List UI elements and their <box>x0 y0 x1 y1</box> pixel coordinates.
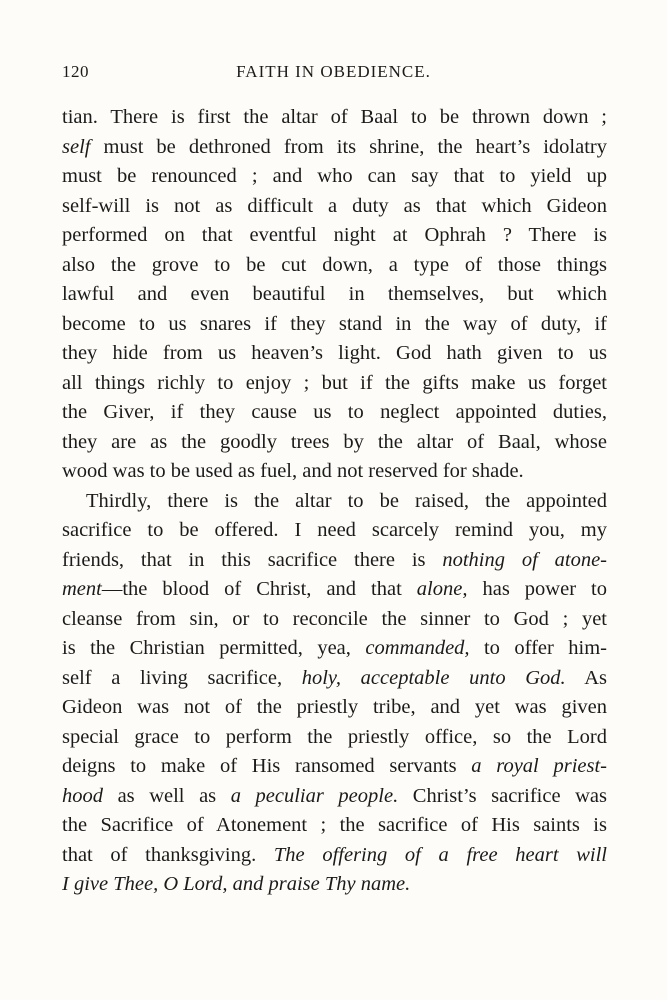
text-run: As <box>565 666 608 689</box>
text-run: tian. There is first the altar of Baal to be thrown down ; <box>62 106 607 128</box>
running-header <box>62 62 605 88</box>
text-run: to offer him- <box>469 637 607 659</box>
text-run: that of thanksgiving. <box>62 843 274 866</box>
text-run: the Giver, if they cause us to neglect appointed duties, <box>62 401 607 423</box>
text-run: they hide from us heaven’s light. God hath given to us <box>62 342 607 364</box>
text-line <box>62 752 607 782</box>
italic-text: a royal priest- <box>471 755 607 777</box>
italic-text: a peculiar people. <box>230 784 399 807</box>
italic-text: commanded, <box>365 637 470 659</box>
text-line <box>62 693 607 723</box>
text-line <box>62 369 607 399</box>
text-run: sacrifice to be offered. I need scarcely remind you, my <box>62 519 607 541</box>
italic-text: nothing of atone- <box>442 548 607 571</box>
page-number: 120 <box>62 62 89 81</box>
text-run: cleanse from sin, or to reconcile the sinner to God ; yet <box>62 607 607 630</box>
text-line <box>62 428 607 458</box>
text-line <box>62 251 607 281</box>
text-run: self-will is not as difficult a duty as that which Gideon <box>62 194 607 217</box>
text-run: Thirdly, there is the altar to be raised, the appointed <box>86 489 607 512</box>
text-run: —the blood of Christ, and that <box>101 578 417 600</box>
text-run: must be dethroned from its shrine, the heart’s idolatry <box>90 135 607 158</box>
body-text <box>62 103 607 900</box>
italic-text: alone, <box>416 578 468 600</box>
running-title: FAITH IN OBEDIENCE. <box>236 62 431 81</box>
italic-text: holy, acceptable unto God. <box>301 666 566 689</box>
text-line <box>62 487 607 517</box>
text-run: they are as the goodly trees by the altar of Baal, whose <box>62 430 607 453</box>
text-run: become to us snares if they stand in the way of duty, if <box>62 312 607 335</box>
text-line <box>62 516 607 546</box>
text-run: the Sacrifice of Atonement ; the sacrifice of His saints is <box>62 814 607 836</box>
text-run: also the grove to be cut down, a type of those things <box>62 253 607 276</box>
italic-text: I give Thee, O Lord, and praise Thy name. <box>62 873 411 895</box>
text-line <box>62 221 607 251</box>
text-run: as well as <box>103 784 231 807</box>
text-line <box>62 398 607 428</box>
text-line <box>62 723 607 753</box>
text-line <box>62 575 607 605</box>
text-run: deigns to make of His ransomed servants <box>62 755 472 777</box>
text-line <box>62 605 607 635</box>
text-run: friends, that in this sacrifice there is <box>62 548 443 571</box>
italic-text: self <box>62 135 91 158</box>
text-line <box>62 310 607 340</box>
text-line <box>62 634 607 664</box>
italic-text: ment <box>62 578 102 600</box>
text-run: wood was to be used as fuel, and not reserved for shade. <box>62 460 524 482</box>
text-line <box>62 870 607 900</box>
text-line <box>62 280 607 310</box>
text-run: special grace to perform the priestly office, so the Lord <box>62 725 607 748</box>
text-line <box>62 133 607 163</box>
text-line <box>62 162 607 192</box>
text-line <box>62 664 607 694</box>
text-run: all things richly to enjoy ; but if the gifts make us forget <box>62 371 607 394</box>
text-run: lawful and even beautiful in themselves, but which <box>62 283 607 305</box>
text-run: is the Christian permitted, yea, <box>62 637 366 659</box>
text-line <box>62 457 607 487</box>
text-line <box>62 782 607 812</box>
text-run: performed on that eventful night at Ophrah ? There is <box>62 224 607 246</box>
text-run: must be renounced ; and who can say that to yield up <box>62 165 607 187</box>
text-line <box>62 841 607 871</box>
text-run: self a living sacrifice, <box>62 666 302 689</box>
italic-text: The offering of a free heart will <box>273 843 607 866</box>
text-line <box>62 192 607 222</box>
text-line <box>62 339 607 369</box>
text-run: has power to <box>467 578 607 600</box>
text-line <box>62 103 607 133</box>
italic-text: hood <box>62 784 103 807</box>
text-run: Christ’s sacrifice was <box>398 784 607 807</box>
text-line <box>62 811 607 841</box>
text-run: Gideon was not of the priestly tribe, and yet was given <box>62 696 607 718</box>
text-line <box>62 546 607 576</box>
